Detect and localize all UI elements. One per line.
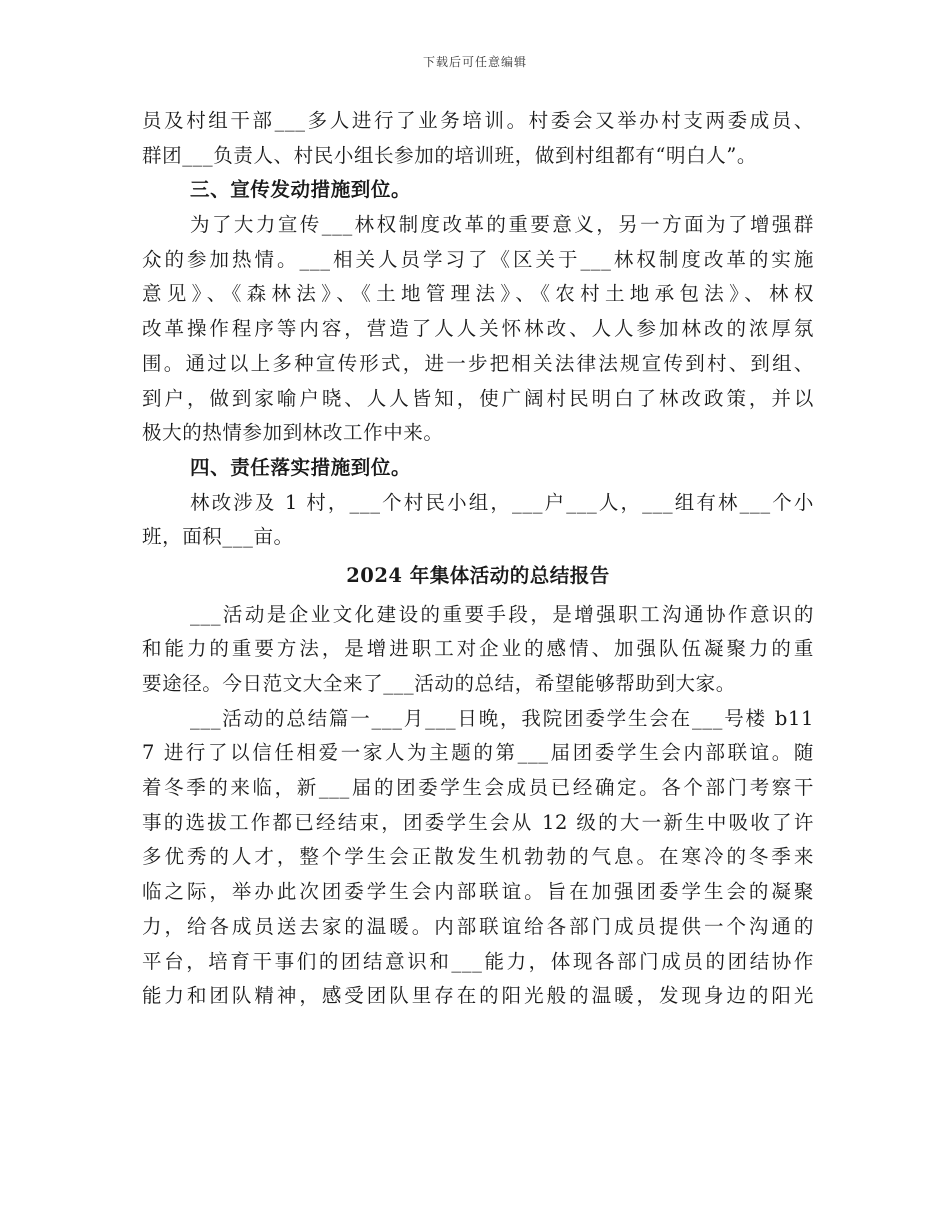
section-heading-4: 四、责任落实措施到位。	[190, 455, 412, 479]
paragraph-line: 群团___负责人、村民小组长参加的培训班，做到村组都有“明白人”。	[142, 143, 757, 167]
paragraph-line: ___活动的总结篇一___月___日晚，我院团委学生会在___号楼 b11	[190, 706, 814, 730]
page-header: 下载后可任意编辑	[422, 55, 527, 69]
paragraph-line: 到户，做到家喻户晓、人人皆知，使广阔村民明白了林改政策，并以	[142, 386, 814, 410]
paragraph-line: 7 进行了以信任相爱一家人为主题的第___届团委学生会内部联谊。随	[142, 741, 814, 765]
paragraph-line: 林改涉及 1 村，___个村民小组，___户___人，___组有林___个小	[190, 490, 814, 514]
paragraph-line: 力，给各成员送去家的温暖。内部联谊给各部门成员提供一个沟通的	[142, 914, 814, 938]
document-title: 2024 年集体活动的总结报告	[346, 563, 610, 587]
paragraph-line: 平台，培育干事们的团结意识和___能力，体现各部门成员的团结协作	[142, 949, 814, 973]
paragraph-line: 要途径。今日范文大全来了___活动的总结，希望能够帮助到大家。	[142, 672, 736, 695]
paragraph-line: 能力和团队精神，感受团队里存在的阳光般的温暖，发现身边的阳光	[142, 984, 814, 1008]
paragraph-line: 改革操作程序等内容，营造了人人关怀林改、人人参加林改的浓厚氛	[142, 317, 814, 341]
section-heading-3: 三、宣传发动措施到位。	[190, 178, 412, 202]
paragraph-line: 临之际，举办此次团委学生会内部联谊。旨在加强团委学生会的凝聚	[142, 880, 814, 904]
paragraph-line: 围。通过以上多种宣传形式，进一步把相关法律法规宣传到村、到组、	[142, 351, 814, 375]
document-body	[142, 104, 814, 1014]
paragraph-line: ___活动是企业文化建设的重要手段，是增强职工沟通协作意识的	[190, 602, 814, 626]
paragraph-line: 着冬季的来临，新___届的团委学生会成员已经确定。各个部门考察干	[142, 776, 814, 800]
paragraph-line: 和能力的重要方法，是增进职工对企业的感情、加强队伍凝聚力的重	[142, 637, 814, 661]
paragraph-line: 事的选拔工作都已经结束，团委学生会从 12 级的大一新生中吸收了许	[142, 810, 814, 834]
paragraph-line: 班，面积___亩。	[142, 525, 294, 549]
paragraph-line: 员及村组干部___多人进行了业务培训。村委会又举办村支两委成员、	[142, 109, 814, 132]
paragraph-line: 众的参加热情。___相关人员学习了《区关于___林权制度改革的实施	[142, 247, 814, 271]
paragraph-line: 多优秀的人才，整个学生会正散发生机勃勃的气息。在寒冷的冬季来	[142, 845, 814, 869]
paragraph-line: 意见》、《森林法》、《土地管理法》、《农村土地承包法》、林权	[142, 282, 814, 306]
paragraph-line: 为了大力宣传___林权制度改革的重要意义，另一方面为了增强群	[190, 213, 814, 237]
paragraph-line: 极大的热情参加到林改工作中来。	[142, 421, 444, 445]
